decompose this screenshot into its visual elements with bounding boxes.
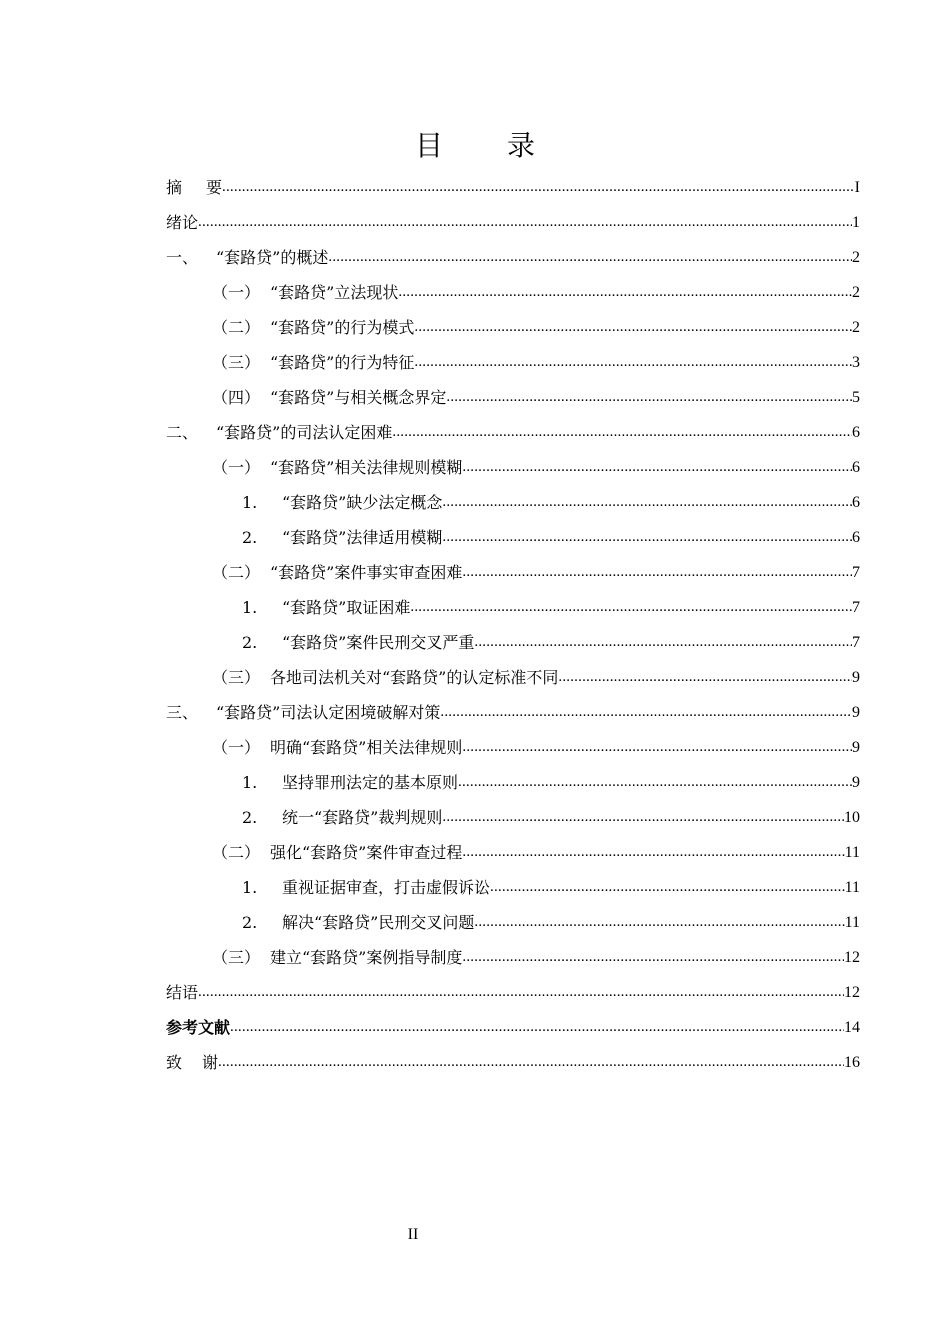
toc-page-number: 12 [844, 984, 860, 1001]
toc-entry-section-2-1-1[interactable] [166, 485, 860, 520]
toc-entry-number: 2. [242, 808, 258, 827]
leader-dots [474, 625, 852, 660]
toc-entry-section-3-2-2[interactable] [166, 905, 860, 940]
toc-entry-section-2-2[interactable] [166, 555, 860, 590]
toc-entry-text: “套路贷”的司法认定困难 [216, 423, 393, 442]
leader-dots [462, 730, 852, 765]
toc-page-number: 11 [844, 879, 860, 896]
leader-dots [392, 415, 852, 450]
toc-page-number: 6 [852, 529, 860, 546]
toc-page-number: 1 [852, 214, 860, 231]
toc-entry-text: “套路贷”的行为特征 [270, 353, 415, 372]
leader-dots [398, 275, 852, 310]
toc-page-number: 2 [852, 319, 860, 336]
toc-entry-section-2-3[interactable] [166, 660, 860, 695]
toc-entry-section-3-1-1[interactable] [166, 765, 860, 800]
toc-entry-number: （三） [212, 668, 261, 687]
toc-entry-text: “套路贷”的概述 [216, 248, 329, 267]
leader-dots [198, 975, 844, 1010]
toc-entry-text: “套路贷”案件事实审查困难 [270, 563, 463, 582]
toc-page-number: 9 [852, 669, 860, 686]
toc-entry-section-2-2-2[interactable] [166, 625, 860, 660]
toc-entry-text: 各地司法机关对“套路贷”的认定标准不同 [270, 668, 559, 687]
toc-entry-number: 1. [242, 773, 258, 792]
toc-page-number: 7 [852, 634, 860, 651]
toc-page-number: 2 [852, 284, 860, 301]
toc-entry-number: （三） [212, 353, 261, 372]
toc-entry-section-3-3[interactable] [166, 940, 860, 975]
toc-entry-number: 1. [242, 598, 258, 617]
leader-dots [558, 660, 852, 695]
leader-dots [218, 1045, 844, 1080]
toc-entry-text: “套路贷”缺少法定概念 [282, 493, 443, 512]
toc-entry-section-3-1[interactable] [166, 730, 860, 765]
title-char-2: 录 [507, 129, 536, 162]
toc-entry-text: 坚持罪刑法定的基本原则 [282, 773, 459, 792]
table-of-contents [166, 170, 860, 1080]
leader-dots [462, 940, 844, 975]
toc-entry-text: “套路贷”的行为模式 [270, 318, 415, 337]
toc-entry-text: “套路贷”相关法律规则模糊 [270, 458, 463, 477]
toc-entry-conclusion[interactable] [166, 975, 860, 1010]
toc-entry-text: 绪论 [166, 213, 199, 232]
leader-dots [440, 695, 852, 730]
toc-page-number: 3 [852, 354, 860, 371]
leader-dots [490, 870, 845, 905]
toc-page-number: 7 [852, 599, 860, 616]
toc-entry-text: “套路贷”立法现状 [270, 283, 399, 302]
toc-entry-number: （二） [212, 563, 261, 582]
toc-entry-section-1-3[interactable] [166, 345, 860, 380]
toc-entry-text: 结语 [166, 983, 199, 1002]
title-char-1: 目 [414, 129, 443, 162]
toc-page-number: 5 [852, 389, 860, 406]
page-title [0, 126, 950, 166]
toc-entry-text: 重视证据审查，打击虚假诉讼 [282, 878, 491, 897]
leader-dots [442, 485, 852, 520]
toc-entry-text: 强化“套路贷”案件审查过程 [270, 843, 463, 862]
toc-entry-section-3-2-1[interactable] [166, 870, 860, 905]
leader-dots [414, 345, 852, 380]
toc-page-number: 2 [852, 249, 860, 266]
toc-page-number: 9 [852, 774, 860, 791]
toc-entry-number: 二、 [166, 423, 199, 442]
toc-entry-section-3[interactable] [166, 695, 860, 730]
leader-dots [458, 765, 852, 800]
leader-dots [442, 520, 852, 555]
leader-dots [230, 1010, 844, 1045]
leader-dots [462, 450, 852, 485]
toc-entry-text: 明确“套路贷”相关法律规则 [270, 738, 463, 757]
leader-dots [442, 800, 844, 835]
leader-dots [222, 170, 855, 205]
toc-entry-text: “套路贷”案件民刑交叉严重 [282, 633, 475, 652]
toc-page-number: 10 [844, 809, 860, 826]
leader-dots [414, 310, 852, 345]
toc-page-number: 6 [852, 424, 860, 441]
toc-entry-number: （二） [212, 843, 261, 862]
toc-entry-text: 摘 要 [166, 178, 223, 197]
toc-entry-number: 1. [242, 493, 258, 512]
toc-entry-abstract[interactable] [166, 170, 860, 205]
toc-entry-number: （二） [212, 318, 261, 337]
leader-dots [474, 905, 844, 940]
leader-dots [410, 590, 852, 625]
toc-entry-section-1-4[interactable] [166, 380, 860, 415]
toc-entry-number: 一、 [166, 248, 199, 267]
leader-dots [328, 240, 852, 275]
toc-page-number: I [854, 179, 860, 196]
toc-entry-section-2-1[interactable] [166, 450, 860, 485]
toc-entry-section-2[interactable] [166, 415, 860, 450]
toc-entry-section-1-1[interactable] [166, 275, 860, 310]
toc-entry-text: 建立“套路贷”案例指导制度 [270, 948, 463, 967]
toc-entry-number: 2. [242, 528, 258, 547]
toc-page-number: 12 [844, 949, 860, 966]
toc-entry-text: 解决“套路贷”民刑交叉问题 [282, 913, 475, 932]
toc-page-number: 9 [852, 704, 860, 721]
toc-entry-text: 统一“套路贷”裁判规则 [282, 808, 443, 827]
toc-entry-section-1[interactable] [166, 240, 860, 275]
toc-entry-number: 2. [242, 633, 258, 652]
toc-entry-number: 2. [242, 913, 258, 932]
leader-dots [462, 555, 852, 590]
toc-page-number: 11 [844, 914, 860, 931]
toc-page-number: 9 [852, 739, 860, 756]
toc-entry-section-3-2[interactable] [166, 835, 860, 870]
toc-entry-references[interactable] [166, 1010, 860, 1045]
toc-page-number: 6 [852, 494, 860, 511]
toc-page-number: 14 [844, 1019, 860, 1036]
toc-entry-section-2-2-1[interactable] [166, 590, 860, 625]
leader-dots [446, 380, 852, 415]
toc-entry-section-3-1-2[interactable] [166, 800, 860, 835]
toc-entry-number: （三） [212, 948, 261, 967]
toc-entry-number: （一） [212, 738, 261, 757]
toc-entry-number: 三、 [166, 703, 199, 722]
leader-dots [462, 835, 844, 870]
page-number-footer: II [407, 1226, 419, 1243]
toc-page-number: 16 [844, 1054, 860, 1071]
toc-entry-section-2-1-2[interactable] [166, 520, 860, 555]
toc-page-number: 11 [844, 844, 860, 861]
leader-dots [198, 205, 852, 240]
toc-entry-number: 1. [242, 878, 258, 897]
toc-entry-section-1-2[interactable] [166, 310, 860, 345]
toc-page-number: 6 [852, 459, 860, 476]
toc-entry-thanks[interactable] [166, 1045, 860, 1080]
toc-entry-text: “套路贷”与相关概念界定 [270, 388, 447, 407]
toc-entry-text: “套路贷”法律适用模糊 [282, 528, 443, 547]
toc-entry-number: （一） [212, 283, 261, 302]
toc-entry-intro[interactable] [166, 205, 860, 240]
toc-page-number: 7 [852, 564, 860, 581]
toc-entry-text: 参考文献 [166, 1018, 231, 1037]
toc-entry-text: “套路贷”司法认定困境破解对策 [216, 703, 441, 722]
toc-entry-text: 致 谢 [166, 1053, 219, 1072]
toc-entry-number: （一） [212, 458, 261, 477]
toc-entry-text: “套路贷”取证困难 [282, 598, 411, 617]
toc-entry-number: （四） [212, 388, 261, 407]
